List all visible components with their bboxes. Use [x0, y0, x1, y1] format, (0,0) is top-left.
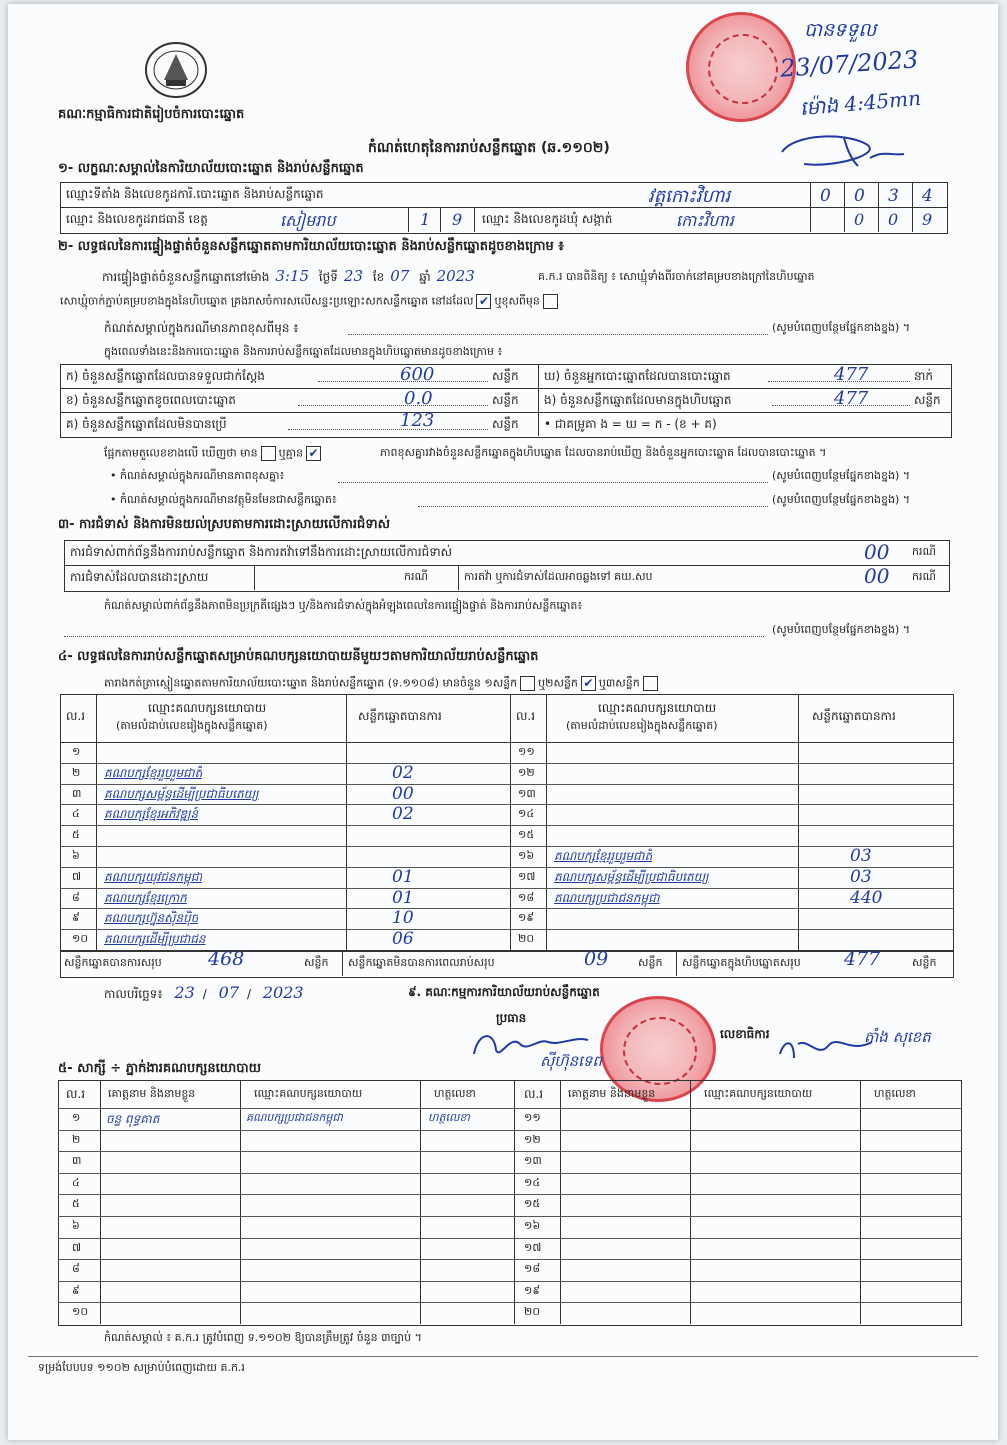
checkbox-icon[interactable]: ✔ — [581, 676, 596, 691]
nec-emblem-icon — [140, 40, 212, 102]
section2-title: ២- លទ្ធផលនៃការផ្ទៀងផ្ទាត់ចំនួនសន្លឹកឆ្នោតតាមការិយាល័យបោះឆ្នោត និងរាប់សន្លឹកឆ្នោតដូចខាងក្រោម ៖ — [58, 239, 564, 254]
total-box-label: សន្លឹកឆ្នោតក្នុងហិបឆ្នោតសរុប — [682, 956, 801, 969]
checkbox-icon[interactable]: ✔ — [306, 446, 321, 461]
col-name: គោត្តនាម និងនាមខ្លួន — [568, 1087, 656, 1100]
total-invalid-value: 09 — [584, 948, 609, 970]
province-code-digit: 9 — [452, 210, 463, 229]
row-number: ២ — [72, 1133, 81, 1146]
location-code-digit: 0 — [854, 186, 865, 206]
row-number: ១៧ — [518, 870, 536, 883]
box-ballots-value: 477 — [834, 388, 869, 409]
section4-title: ៤- លទ្ធផលនៃការរាប់សន្លឹកឆ្នោតសម្រាប់គណបក្សនយោបាយនីមួយៗតាមការិយាល័យរាប់សន្លឹកឆ្នោត — [58, 649, 539, 664]
formula: • ជាគម្រូគា ង = ឃ = ក - (ខ + គ) — [544, 417, 717, 431]
col-votes: សន្លឹកឆ្នោតបានការ — [812, 709, 896, 723]
unit: សន្លឹក — [492, 369, 519, 383]
footnote: កំណត់សម្គាល់ ៖ គ.ក.រ ត្រូវបំពេញ ទ.១១០២ ឱ្យបានត្រឹមត្រូវ ចំនួន ៣ច្បាប់ ។ — [104, 1331, 422, 1344]
text: ឬ២សន្លឹក — [538, 676, 578, 690]
location-code-digit: 3 — [888, 186, 899, 206]
row-number: ១៧ — [524, 1241, 542, 1254]
text: ខែ — [372, 270, 385, 284]
row-number: ២ — [72, 766, 81, 779]
check-time: 3:15 — [275, 267, 310, 285]
section3-title: ៣- ការជំទាស់ និងការមិនយល់ស្របតាមការដោះស្រាយលើការជំទាស់ — [58, 517, 390, 532]
receipt-label: បានទទួល — [804, 19, 877, 41]
col-party: ឈ្មោះគណបក្សនយោបាយ — [254, 1087, 363, 1100]
date-month: 07 — [218, 983, 239, 1002]
location-label: ឈ្មោះទីតាំង និងលេខកូដការិ.បោះឆ្នោត និងរាប់សន្លឹកឆ្នោត — [66, 187, 324, 201]
row-number: ៩ — [72, 911, 80, 924]
witness-party: គណបក្សប្រជាជនកម្ពុជា — [246, 1111, 343, 1124]
checkbox-icon[interactable] — [520, 676, 535, 691]
secretary-label: លេខាធិការ — [720, 1027, 770, 1041]
row-number: ១ — [72, 1111, 81, 1124]
row-number: ១៨ — [518, 891, 535, 904]
row-number: ៧ — [72, 1241, 82, 1254]
s2-line4 — [104, 446, 324, 461]
total-box-value: 477 — [844, 948, 881, 970]
row-number: ១១ — [524, 1111, 541, 1124]
location-code-digit: 4 — [922, 186, 933, 206]
s2-note1: កំណត់សម្គាល់ក្នុងករណីមានភាពខុសពីមុន ៖ — [104, 321, 299, 335]
commune-label: ឈ្មោះ និងលេខកូដឃុំ សង្កាត់ — [482, 212, 613, 226]
row-number: ១១ — [518, 745, 535, 758]
checkbox-icon[interactable] — [643, 676, 658, 691]
checkbox-icon[interactable] — [543, 294, 558, 309]
row-label: ឃ) ចំនួនអ្នកបោះឆ្នោតដែលបានបោះឆ្នោត — [544, 369, 731, 383]
col-no: ល.រ — [524, 1087, 544, 1101]
row-number: ១៣ — [518, 787, 536, 800]
party-votes: 440 — [850, 888, 883, 908]
unit: សន្លឹក — [638, 956, 663, 969]
commune-code-digit: 0 — [854, 210, 865, 229]
s2-line2 — [60, 294, 561, 309]
row-number: ១២ — [524, 1133, 541, 1146]
commune-value: កោះវិហារ — [676, 211, 734, 230]
row-label: ក) ចំនួនសន្លឹកឆ្នោតដែលបានទទួលជាក់ស្ដែង — [66, 369, 265, 383]
text: ឆ្នាំ — [419, 270, 431, 284]
s2-line4-end: ភាពខុសគ្នារវាងចំនួនសន្លឹកឆ្នោតក្នុងហិបឆ្នោត ដែលបានរាប់ឃើញ និងចំនួនអ្នកបោះឆ្នោត ដែលបានបោះឆ្នោត ។ — [380, 446, 827, 459]
row-number: ១៩ — [518, 911, 535, 924]
party-name: គណបក្សប្រជាជនកម្ពុជា — [554, 891, 660, 905]
page-title: កំណត់ហេតុនៃការរាប់សន្លឹកឆ្នោត (ឆ.១១០២) — [368, 140, 610, 156]
s2-line3: ក្នុងពេលទាំងនេះនិងការបោះឆ្នោត និងការរាប់សន្លឹកឆ្នោតដែលមានក្នុងហិបឆ្នោតមានដូចខាងក្រោម ៖ — [104, 345, 503, 358]
col-no: ល.រ — [516, 709, 536, 723]
unit: សន្លឹក — [912, 956, 937, 969]
party-name: គណបក្សសម្ព័ន្ធដើម្បីប្រជាធិបតេយ្យ — [554, 870, 709, 884]
s2-note3: • កំណត់សម្គាល់ក្នុងករណីមានវត្ថុមិនមែនជាសន្លឹកឆ្នោត៖ — [110, 493, 337, 506]
row-number: ៥ — [72, 1197, 80, 1210]
org-name: គណៈកម្មាធិការជាតិរៀបចំការបោះឆ្នោត — [58, 107, 245, 122]
col-party: ឈ្មោះគណបក្សនយោបាយ — [148, 701, 267, 715]
date-day: 23 — [174, 983, 195, 1002]
unit: ករណី — [912, 570, 936, 583]
checkbox-icon[interactable]: ✔ — [476, 294, 491, 309]
commune-code-digit: 9 — [922, 210, 933, 229]
province-code-digit: 1 — [420, 210, 431, 229]
party-votes: 00 — [392, 784, 414, 804]
unit: ករណី — [912, 545, 936, 558]
party-votes: 03 — [850, 867, 872, 887]
text: ឬគ្មាន — [278, 446, 304, 460]
row-number: ៨ — [72, 891, 80, 904]
row-number: ១៦ — [518, 849, 535, 862]
form-footer: ទម្រង់បែបបទ ១១០២ សម្រាប់បំពេញដោយ គ.ក.រ — [38, 1361, 245, 1374]
province-label: ឈ្មោះ និងលេខកូដរាជធានី ខេត្ត — [66, 212, 208, 226]
party-name: គណបក្សយុវជនកម្ពុជា — [104, 870, 203, 884]
total-invalid-label: សន្លឹកឆ្នោតមិនបានការពេលរាប់សរុប — [348, 956, 495, 969]
party-votes: 03 — [850, 846, 872, 866]
row-number: ៧ — [72, 870, 82, 883]
witness-name: ចន្ទ ពុទ្ធគាត — [106, 1112, 160, 1126]
row-number: ១៨ — [524, 1262, 541, 1275]
row-label: គ) ចំនួនសន្លឹកឆ្នោតដែលមិនបានប្រើ — [66, 417, 227, 431]
row-number: ១០ — [72, 932, 89, 945]
s3-row2-label: ការជំទាស់ដែលបានដោះស្រាយ — [70, 570, 209, 584]
col-party: ឈ្មោះគណបក្សនយោបាយ — [598, 701, 717, 715]
col-sign: ហត្ថលេខា — [874, 1087, 916, 1100]
row-number: ៤ — [72, 1176, 80, 1189]
unit: សន្លឹក — [304, 956, 329, 969]
row-number: ១៩ — [524, 1284, 541, 1297]
row-label: ខ) ចំនួនសន្លឹកឆ្នោតខូចពេលបោះឆ្នោត — [66, 393, 236, 407]
s3-note: កំណត់សម្គាល់ពាក់ព័ន្ធនឹងភាពមិនប្រក្រតីផ្សេងៗ ឬ/និងការជំទាស់ក្នុងអំឡុងពេលនៃការផ្ទៀងផ្ទាត់ និងការរាប់សន្លឹកឆ្នោត៖ — [104, 599, 583, 612]
spoiled-ballots-value: 0.0 — [404, 388, 433, 409]
text: សោឃ្មុំចាក់ភ្ជាប់គម្របខាងក្នុងនៃហិបឆ្នោត គ្រងរាសចំការសលើសន្ទះប្រឡោះសកសន្លឹកឆ្នោត នៅដដែល — [60, 294, 474, 308]
witness-signature: ហត្ថលេខា — [428, 1111, 470, 1124]
text: ឬ៣សន្លឹក — [598, 676, 640, 690]
row-number: ១ — [72, 745, 81, 758]
fill-more: (សូមបំពេញបន្ថែមផ្នែកខាងខ្នង) ។ — [772, 623, 911, 636]
text: កាលបរិច្ឆេទ៖ — [104, 987, 163, 1001]
row-number: ១៤ — [518, 807, 535, 820]
fill-more: (សូមបំពេញបន្ថែមផ្នែកខាងខ្នង) ។ — [772, 469, 911, 482]
row-number: ១៥ — [524, 1197, 541, 1210]
col-no: ល.រ — [66, 709, 86, 723]
text: ផ្អែកតាមតួលេខខាងលើ ឃើញថា មាន — [104, 446, 258, 460]
totals-row — [60, 950, 954, 978]
unit: សន្លឹក — [914, 393, 941, 407]
received-ballots-value: 600 — [400, 364, 435, 385]
total-valid-value: 468 — [208, 948, 245, 970]
row-number: ៤ — [72, 807, 80, 820]
text: ឬខុសពីមុន — [494, 294, 540, 308]
col-party-sub: (តាមលំដាប់លេខរៀងក្នុងសន្លឹកឆ្នោត) — [116, 719, 268, 732]
voters-value: 477 — [834, 364, 869, 385]
row-number: ៩ — [72, 1284, 80, 1297]
receipt-signature — [774, 128, 914, 172]
party-votes: 01 — [392, 888, 414, 908]
row-number: ១៣ — [524, 1154, 542, 1167]
unit: នាក់ — [914, 369, 934, 383]
row-number: ១៥ — [518, 828, 535, 841]
party-name: គណបក្សខ្មែររួបរួមជាតិ — [554, 849, 653, 863]
fill-more: (សូមបំពេញបន្ថែមផ្នែកខាងខ្នង) ។ — [772, 493, 911, 506]
chair-name: ស៊ីហ៊ុនទេព — [540, 1052, 602, 1070]
chair-label: ប្រធាន — [496, 1011, 527, 1025]
s4-intro — [104, 676, 661, 691]
party-votes: 02 — [392, 804, 414, 824]
province-value: សៀមរាប — [280, 211, 336, 230]
row-number: ១៦ — [524, 1219, 541, 1232]
document-sheet — [8, 4, 998, 1440]
col-party: ឈ្មោះគណបក្សនយោបាយ — [704, 1087, 813, 1100]
unit: សន្លឹក — [492, 393, 519, 407]
party-votes: 01 — [392, 867, 414, 887]
commune-code-digit: 0 — [888, 210, 899, 229]
check-year: 2023 — [436, 267, 475, 285]
col-sign: ហត្ថលេខា — [434, 1087, 476, 1100]
row-number: ១២ — [518, 766, 535, 779]
party-votes: 02 — [392, 763, 414, 783]
s3-row2-mid: ការតវ៉ា ឬការជំទាស់ដែលអាចឆ្លងទៅ គឃ.សប — [464, 570, 653, 583]
location-code-digit: 0 — [820, 186, 831, 206]
fill-more: (សូមបំពេញបន្ថែមផ្នែកខាងខ្នង) ។ — [772, 321, 911, 334]
party-name: គណបក្សខ្មែរអភិវឌ្ឍន៍ — [104, 807, 199, 821]
location-value: វត្តកោះវិហារ — [648, 186, 731, 207]
section1-title: ១- លក្ខណៈសម្គាល់នៃការិយាល័យបោះឆ្នោត និងរាប់សន្លឹកឆ្នោត — [58, 161, 364, 176]
secretary-name: តាំង សុខេត — [864, 1028, 931, 1046]
s3-row1-label: ការជំទាស់ពាក់ព័ន្ធនឹងការរាប់សន្លឹកឆ្នោត និងការតវ៉ាទៅនឹងការដោះស្រាយលើការជំទាស់ — [70, 545, 453, 559]
date-year: 2023 — [262, 983, 304, 1002]
appeals-count: 00 — [864, 564, 890, 588]
unit: ករណី — [404, 570, 428, 583]
total-valid-label: សន្លឹកឆ្នោតបានការសរុប — [64, 956, 162, 969]
witness-table — [58, 1080, 962, 1326]
party-votes: 06 — [392, 929, 414, 949]
col-votes: សន្លឹកឆ្នោតបានការ — [358, 709, 442, 723]
text: ថ្ងៃទី — [318, 270, 338, 284]
committee-label: ៩. គណៈកម្មការការិយាល័យរាប់សន្លឹកឆ្នោត — [408, 985, 600, 999]
row-number: ៥ — [72, 828, 80, 841]
unit: សន្លឹក — [492, 417, 519, 431]
s2-note2: • កំណត់សម្គាល់ក្នុងករណីមានភាពខុសគ្នា៖ — [110, 469, 285, 482]
row-number: ១៤ — [524, 1176, 541, 1189]
party-name: គណបក្សខ្មែររួបរួមជាតិ — [104, 766, 203, 780]
party-name: គណបក្សសម្ព័ន្ធដើម្បីប្រជាធិបតេយ្យ — [104, 787, 259, 801]
check-month: 07 — [390, 267, 410, 285]
row-number: ២០ — [524, 1305, 541, 1318]
row-number: ៣ — [72, 1154, 82, 1167]
row-number: ២០ — [518, 932, 535, 945]
col-no: ល.រ — [66, 1087, 86, 1101]
party-name: គណបក្សដើម្បីប្រជាជន — [104, 932, 206, 946]
date-line: កាលបរិច្ឆេទ៖ 23 / 07 / 2023 — [104, 984, 312, 1002]
s2-line1-end: គ.ក.រ បានពិនិត្យ ៖ សោឃ្មុំទាំងពីរចាក់នៅគម្របខាងក្រៅនៃហិបឆ្នោត — [538, 270, 815, 283]
receipt-date: 23/07/2023 — [779, 45, 920, 83]
text: តារាងកត់ត្រាស្មៀនឆ្នោតតាមការិយាល័យបោះឆ្នោត និងរាប់សន្លឹកឆ្នោត (ទ.១១០៨) មានចំនួន ១សន្លឹក — [104, 676, 518, 690]
row-number: ៦ — [72, 1219, 80, 1232]
row-number: ៨ — [72, 1262, 80, 1275]
check-day: 23 — [343, 267, 363, 285]
party-votes: 10 — [392, 908, 414, 928]
text: ការផ្ទៀងផ្ទាត់ចំនួនសន្លឹកឆ្នោតនៅម៉ោង — [102, 270, 270, 284]
row-number: ៣ — [72, 787, 82, 800]
unused-ballots-value: 123 — [400, 410, 435, 431]
row-number: ១០ — [72, 1305, 89, 1318]
col-party-sub: (តាមលំដាប់លេខរៀងក្នុងសន្លឹកឆ្នោត) — [566, 719, 718, 732]
party-name: គណបក្សខ្មែរក្រោក — [104, 891, 187, 905]
objections-count: 00 — [864, 540, 890, 564]
row-label: ង) ចំនួនសន្លឹកឆ្នោតដែលមានក្នុងហិបឆ្នោត — [544, 393, 732, 407]
receipt-time: ម៉ោង 4:45mn — [799, 85, 922, 121]
row-number: ៦ — [72, 849, 80, 862]
checkbox-icon[interactable] — [261, 446, 276, 461]
s2-line1 — [102, 268, 481, 285]
col-name: គោត្តនាម និងនាមខ្លួន — [108, 1087, 196, 1100]
party-name: គណបក្សហ្វ៊ុនស៊ិនប៉ិច — [104, 911, 199, 925]
section5-title: ៥- សាក្សី ÷ ភ្នាក់ងារគណបក្សនយោបាយ — [58, 1061, 261, 1076]
